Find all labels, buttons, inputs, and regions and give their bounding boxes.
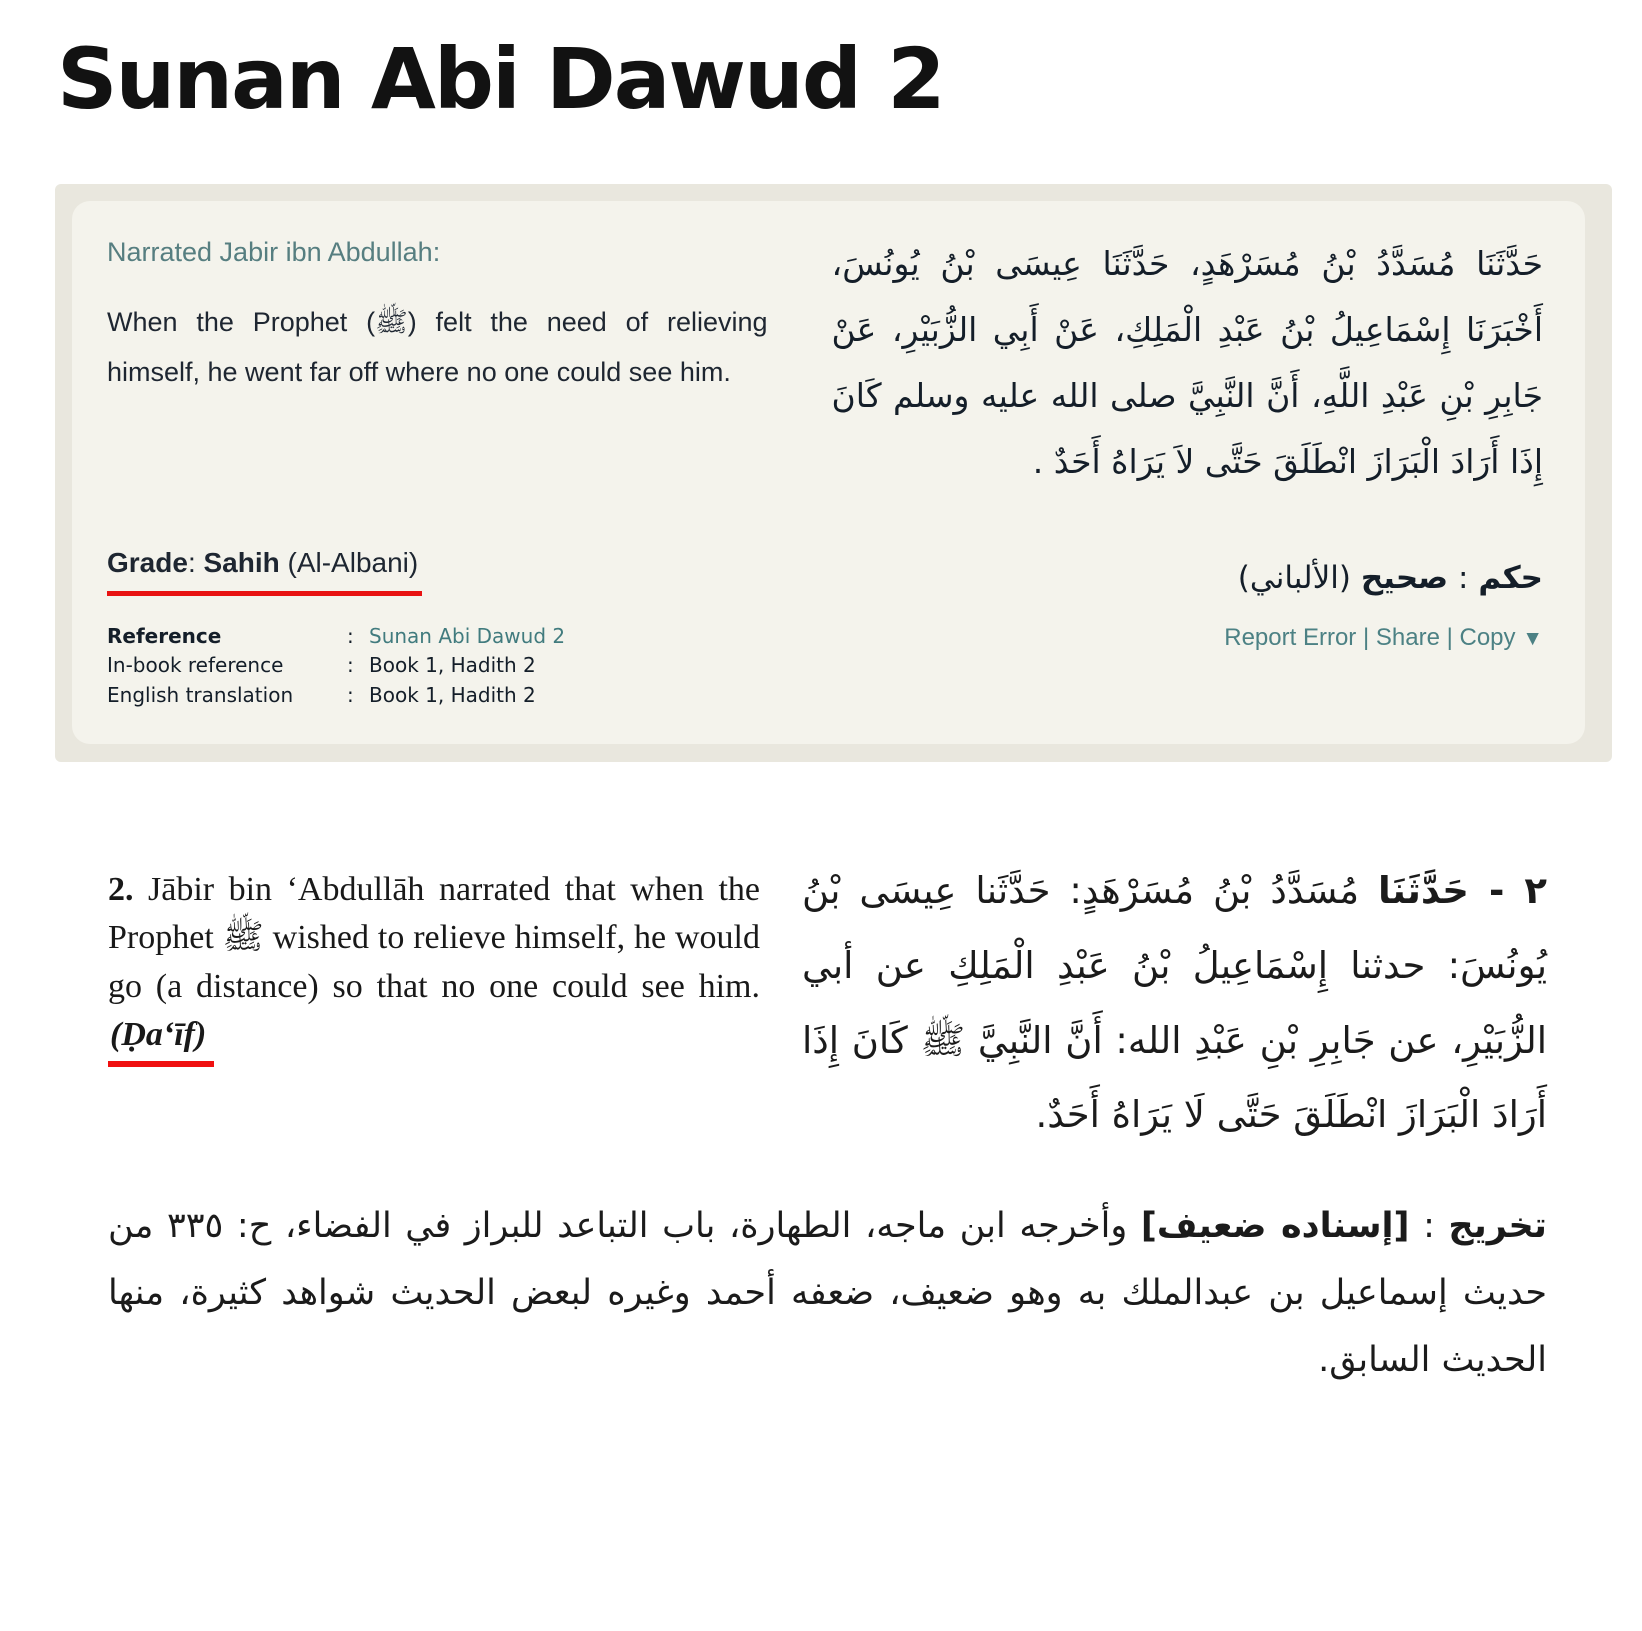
page-title: Sunan Abi Dawud 2 — [57, 30, 944, 128]
scan-english-translation — [108, 866, 760, 1059]
grade-colon: : — [187, 547, 196, 578]
scan-arabic-body: مُسَدَّدُ بْنُ مُسَرْهَدٍ: حَدَّثَنا عِيسَى بْنُ يُونُسَ: حدثنا إِسْمَاعِيلُ بْنُ عَبْدِ الْمَلِكِ عن أبي الزُّبَيْرِ، عن جَابِرِ بْنِ عَبْدِ الله: أَنَّ النَّبِيَّ ﷺ كَانَ إِذَا أَرَادَ الْبَرَازَ انْطَلَقَ حَتَّى لَا يَرَاهُ أَحَدٌ. — [802, 869, 1547, 1137]
scan-arabic-opening: ٢ - حَدَّثَنَا — [1378, 869, 1547, 913]
grade-arabic — [1232, 560, 1543, 596]
scan-hadith-number: 2. — [108, 871, 134, 909]
scan-takhrij — [108, 1193, 1547, 1395]
arabic-column — [832, 231, 1543, 495]
book-scan-text-row — [108, 854, 1547, 1153]
scan-arabic-matn — [802, 854, 1547, 1153]
narrator-line: Narrated Jabir ibn Abdullah: — [107, 237, 441, 267]
grade-arabic-label: حكم — [1478, 560, 1543, 596]
takhrij-grade: [إسناده ضعيف] — [1140, 1206, 1410, 1247]
grade-grader: (Al-Albani) — [287, 547, 419, 578]
copy-dropdown-caret-icon[interactable]: ▼ — [1522, 627, 1543, 650]
book-scan — [108, 854, 1547, 1395]
reference-row — [107, 681, 565, 710]
grade-english — [107, 547, 422, 596]
grade-arabic-value: صحيح — [1360, 560, 1449, 596]
scan-grade-daif: (Ḍa‘īf) — [108, 1016, 214, 1067]
inbook-reference-label: In-book reference — [107, 653, 284, 678]
arabic-text: حَدَّثَنَا مُسَدَّدُ بْنُ مُسَرْهَدٍ، حَدَّثَنَا عِيسَى بْنُ يُونُسَ، أَخْبَرَنَا إِسْمَاعِيلُ بْنُ عَبْدِ الْمَلِكِ، عَنْ أَبِي الزُّبَيْرِ، عَنْ جَابِرِ بْنِ عَبْدِ اللَّهِ، أَنَّ النَّبِيَّ صلى الله عليه وسلم كَانَ إِذَا أَرَادَ الْبَرَازَ انْطَلَقَ حَتَّى لاَ يَرَاهُ أَحَدٌ . — [831, 244, 1543, 481]
inbook-reference-colon: : — [347, 653, 354, 678]
takhrij-label: تخريج — [1448, 1206, 1547, 1247]
english-translation-colon: : — [347, 682, 354, 707]
grade-label: Grade — [107, 547, 188, 578]
meta-row — [107, 622, 1543, 710]
inbook-reference-value: Book 1, Hadith 2 — [369, 653, 536, 678]
hadith-actions — [1224, 622, 1543, 652]
share-link[interactable]: Share — [1375, 624, 1440, 651]
english-translation-label: English translation — [107, 682, 294, 707]
copy-link[interactable]: Copy — [1459, 624, 1516, 651]
reference-table — [107, 622, 565, 710]
reference-row — [107, 651, 565, 680]
actions-divider: | — [1362, 624, 1370, 651]
english-translation: When the Prophet (ﷺ) felt the need of relieving himself, he went far off where no one could see him. — [107, 307, 768, 387]
grade-arabic-grader: (الألباني) — [1237, 560, 1351, 596]
hadith-card-inner — [72, 201, 1585, 744]
grade-row — [107, 547, 1543, 596]
reference-label: Reference — [107, 624, 222, 648]
hadith-card — [55, 184, 1612, 762]
english-translation-value: Book 1, Hadith 2 — [369, 682, 536, 707]
reference-colon: : — [347, 624, 354, 648]
grade-value: Sahih — [203, 547, 280, 578]
takhrij-body: وأخرجه ابن ماجه، الطهارة، باب التباعد للبراز في الفضاء، ح: ٣٣٥ من حديث إسماعيل بن عبدالملك به وهو ضعيف، ضعفه أحمد وغيره لبعض الحديث شواهد كثيرة، منها الحديث السابق. — [108, 1206, 1547, 1381]
reference-link[interactable]: Sunan Abi Dawud 2 — [369, 624, 566, 648]
grade-arabic-colon: : — [1458, 560, 1469, 596]
takhrij-colon: : — [1423, 1206, 1435, 1247]
report-error-link[interactable]: Report Error — [1224, 624, 1357, 651]
scan-english-body: Jābir bin ‘Abdullāh narrated that when the Prophet ﷺ wished to relieve himself, he would go (a distance) so that no one could see him. — [108, 871, 760, 1005]
reference-row — [107, 622, 565, 651]
english-column — [107, 231, 768, 398]
hadith-text-row — [107, 231, 1543, 495]
actions-divider: | — [1446, 624, 1453, 651]
